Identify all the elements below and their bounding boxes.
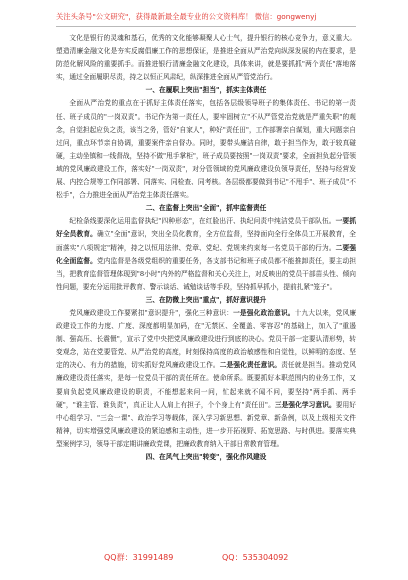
section-2-text-a: 纪检条线要深化运用监督执纪"四种形态"，在红脸出汗、执纪问责中纯洁党员干部队伍。 xyxy=(69,217,336,226)
section-heading-2: 二、在监督上突出"全面"，抓牢监督责任 xyxy=(145,204,267,213)
section-2-text-e: 党内监督是各级党组织的重要任务，各支部书记和班子成员都不能推卸责任，要主动担当，把教育监督管理体现到"8小时"内外的严格监督和关心关注上，对反映出的党员干部苗头性、倾向性问题，要充分运用批评教育、警示谈话、诫勉谈话等手段，坚持抓早抓小，提前扎紧"笼子"。 xyxy=(56,256,356,291)
section-heading-1: 一、在履职上突出"担当"，抓实主体责任 xyxy=(145,86,267,95)
top-banner: 关注头条号"公文研究"，获得最新最全最专业的公文资料库！ 微信：gongwenyj xyxy=(56,12,317,21)
footer xyxy=(56,551,356,565)
section-1-paragraph: 全面从严治党的重点在于抓好主体责任落实，包括各层级领导班子的集体责任、书记的第一责任、班子成员的"一岗双责"。书记作为第一责任人，要牢固树立"不从严管党治党就是严重失职"的观念，自觉担起应负之责，该当之务，管好"自家人"，种好"责任田"，工作部署亲自谋划，重大问题亲自过问，重点环节亲自协调，重要案件亲自督办。同时，要带头廉洁自律，敢于担当作为，敢于较真碰硬，主动坐镇和一线督战，坚持不做"甩手掌柜"，班子成员要按照"一岗双责"要求，全面担负起分管领域的党风廉政建设工作，落实好"一岗双责"，对分管领域的党风廉政建设负领导责任，坚持与经营发展、内控合规等工作同部署、同落实、同检查、同考核。各层级都要做到书记"不甩手"、班子成员"不松手"，合力推进全面从严治党主体责任落实。 xyxy=(56,99,356,200)
section-2-point-1-title: 一要抓好全员教育。 xyxy=(56,217,356,239)
section-3-text-c: 十九大以来，党风廉政建设工作的力度、广度、深度都明显加码，在"无禁区、全覆盖、零容忍"的基础上，加入了"重遏制、强高压、长震慑"，宣示了党中央把党风廉政建设进行到底的决心。党员干部一定要认清形势，转变观念，站在党要管党、从严治党的高度，时刻保持高度的政治敏感性和自觉性，以鲜明的态度、坚定的决心、有力的措施，切实抓好党风廉政建设工作。 xyxy=(56,308,356,370)
section-3-text-a: 党风廉政建设工作要紧扣"意识提升"，强化三种意识： xyxy=(69,308,234,317)
intro-paragraph: 文化是银行的灵魂和基石，优秀的文化能够凝聚人心士气，提升银行的核心竞争力，意义重大。塑造清廉金融文化是夯实反腐倡廉工作的思想保证，是推进全面从严治党向纵深发展的内在要求，是防范化解风险的重要抓手。而推进银行清廉金融文化建设，具体来讲，就是要抓抓"两个责任"落地落实，通过全面履职尽责，持之以恒正风肃纪，纵深推进全面从严管党治行。 xyxy=(56,34,356,82)
section-3-point-2-title: 二是强化责任意识。 xyxy=(219,361,282,370)
section-3-point-3-title: 三是强化学习意识。 xyxy=(274,400,336,409)
section-heading-3: 三、在防微上突出"重点"，抓好意识提升 xyxy=(145,295,267,304)
section-2-text-c: 确立"全面"意识，突出全员化教育，全方位监督，坚持面向全行全体员工开展教育，全面落实"八项规定"精神，持之以恒用法律、党章、党纪、党规来约束每一名党员干部的行为。 xyxy=(56,230,356,252)
footer-qq-number: QQ：535304092 xyxy=(222,553,289,562)
section-3-text-g: 要用好中心组学习、"三会一课"、政治学习等载体，深入学习新思想、新党章、新条例，以及上级相关文件精神，切实增强党风廉政建设的紧迫感和主动性，进一步开拓视野、拓宽思路、与时俱进。要落实典型案例学习，领导干部定期讲廉政党课，把廉政教育纳入干部日常教育管理。 xyxy=(56,400,356,448)
top-divider xyxy=(56,26,356,27)
section-heading-4: 四、在风气上突出"转变"，强化作风建设 xyxy=(145,453,267,461)
document-body xyxy=(56,32,356,544)
footer-qq-group: QQ群：31991489 xyxy=(104,553,174,562)
section-2-point-2-title: 二要强化全面监督。 xyxy=(56,243,356,265)
section-3-point-1-title: 一是强化政治意识。 xyxy=(233,308,295,317)
section-2-paragraph xyxy=(56,215,356,294)
section-3-paragraph xyxy=(56,307,356,451)
section-3-text-e: 责任就是担当。推动党风廉政建设责任落实，是每一位党员干部的责任所在。使命所系。既要抓好本职范围内的业务工作，又要肩负起党风廉政建设的职责，不能想起来问一问，忙起来就不闻不问，要坚持"两手抓、两手硬"，"谁主管、谁负责"，真正让人人肩上有担子，个个身上有"责任田"。 xyxy=(56,361,356,409)
